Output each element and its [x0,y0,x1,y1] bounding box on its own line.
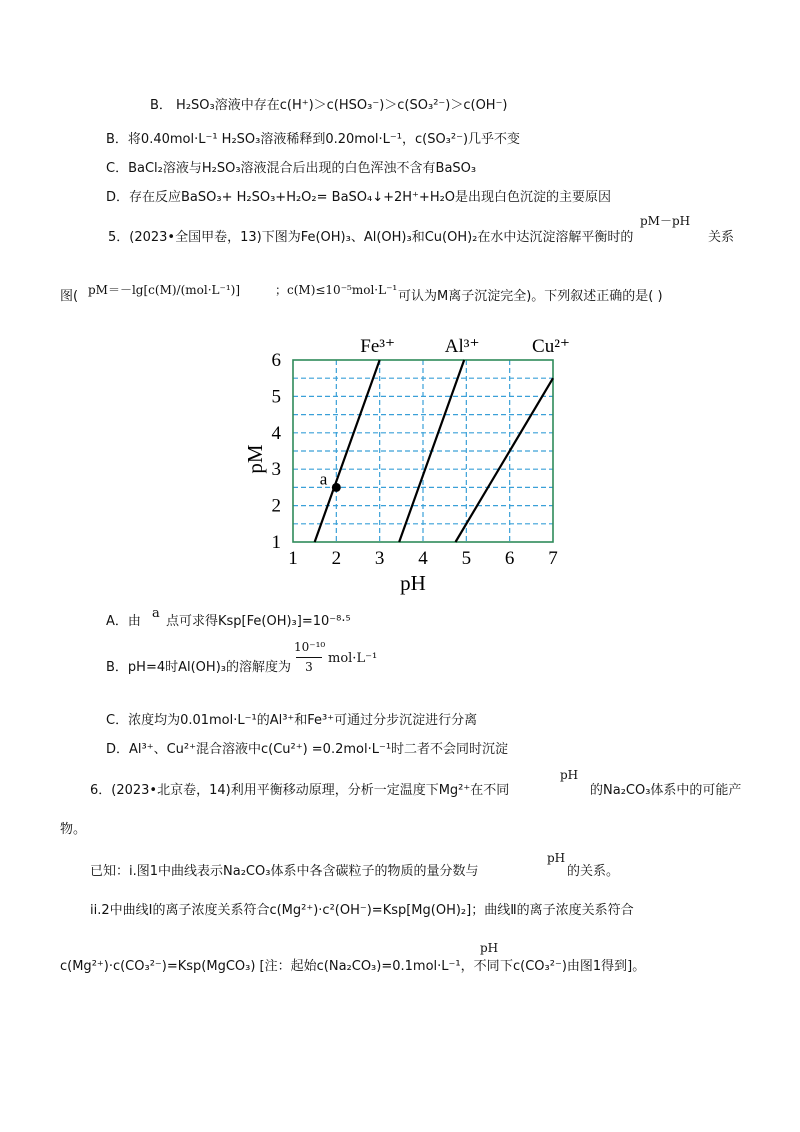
q5-option-b-numerator: 10⁻¹⁰ [294,640,326,654]
q6-known-ii: ii.2中曲线Ⅰ的离子浓度关系符合c(Mg²⁺)·c²(OH⁻)=Ksp[Mg(OH)₂]；曲线Ⅱ的离子浓度关系符合 [90,903,634,918]
q5-option-a-prefix: A．由 [106,614,141,629]
pm-ph-chart-svg [240,335,570,595]
q5-option-d: D．Al³⁺、Cu²⁺混合溶液中c(Cu²⁺) =0.2mol·L⁻¹时二者不会同时沉淀 [106,742,509,757]
q5-option-b-unit: mol·L⁻¹ [328,651,378,666]
q5-stem-complete-condition: ；c(M)≤10⁻⁵mol·L⁻¹ [275,283,398,297]
series-label: Cu²⁺ [532,336,570,357]
y-tick-label: 3 [271,459,281,481]
series-line [456,378,554,542]
q6-known-i: 已知：i.图1中曲线表示Na₂CO₃体系中各含碳粒子的物质的量分数与 [90,864,479,879]
q6-stem-line1-tail: 的Na₂CO₃体系中的可能产 [590,783,742,798]
x-axis-label: pH [400,571,426,595]
q5-stem-line1-tail: 关系 [708,230,735,245]
series-label: Fe³⁺ [360,336,396,357]
series-label: Al³⁺ [444,336,480,357]
q4-option-b-second: B．将0.40mol·L⁻¹ H₂SO₃溶液稀释到0.20mol·L⁻¹，c(SO₃²⁻)几乎不变 [106,132,521,147]
q5-stem-formula-pm-ph: pM－pH [640,214,691,228]
x-tick-label: 6 [504,548,515,569]
q5-option-a-rest: 点可求得Ksp[Fe(OH)₃]=10⁻⁸·⁵ [166,614,351,629]
q5-option-b-denominator: 3 [305,660,313,674]
annotation-point [332,483,341,492]
q5-stem-line2-tail: 可认为M离子沉淀完全)。下列叙述正确的是( ) [398,289,663,304]
q4-option-c: C．BaCl₂溶液与H₂SO₃溶液混合后出现的白色浑浊不含有BaSO₃ [106,161,477,176]
y-tick-label: 4 [271,422,281,444]
q6-known-iii-tail: 下c(CO₃²⁻)由图1得到]。 [500,959,646,974]
x-tick-label: 7 [548,548,558,569]
q4-option-b-first: B． H₂SO₃溶液中存在c(H⁺)＞c(HSO₃⁻)＞c(SO₃²⁻)＞c(OH⁻) [150,98,508,113]
q6-stem-line1: 6．(2023•北京卷，14)利用平衡移动原理，分析一定温度下Mg²⁺在不同 [90,783,510,798]
q6-stem-line2: 物。 [60,822,87,837]
x-tick-label: 3 [374,548,385,569]
q6-stem-ph: pH [560,768,579,782]
x-tick-label: 5 [461,548,472,569]
q5-option-b-prefix: B．pH=4时Al(OH)₃的溶解度为 [106,660,291,675]
q5-stem-line1: 5．(2023•全国甲卷，13)下图为Fe(OH)₃、Al(OH)₃和Cu(OH)₂在水中达沉淀溶解平衡时的 [108,230,634,245]
pm-ph-chart [240,335,570,595]
y-tick-label: 5 [271,386,281,408]
x-tick-label: 1 [288,548,298,569]
q6-known-iii: c(Mg²⁺)·c(CO₃²⁻)=Ksp(MgCO₃) [注：起始c(Na₂CO₃)=0.1mol·L⁻¹，不同 [60,959,500,974]
y-tick-label: 2 [271,495,281,517]
q5-stem-pm-definition: pM＝－lg[c(M)/(mol·L⁻¹)] [88,283,240,297]
y-tick-label: 1 [271,532,281,553]
q5-option-c: C．浓度均为0.01mol·L⁻¹的Al³⁺和Fe³⁺可通过分步沉淀进行分离 [106,713,478,728]
x-tick-label: 4 [418,548,428,569]
q6-known-i-tail: 的关系。 [567,864,620,879]
q5-stem-line2-head: 图( [60,289,79,304]
q5-option-b-fraction-bar [296,657,322,658]
q6-known-iii-ph: pH [480,941,499,955]
annotation-label: a [319,469,328,489]
q5-option-a-point: a [152,606,160,621]
x-tick-label: 2 [331,548,342,569]
q6-known-i-ph: pH [547,851,566,865]
y-tick-label: 6 [271,350,281,371]
q4-option-d: D．存在反应BaSO₃+ H₂SO₃+H₂O₂= BaSO₄↓+2H⁺+H₂O是出现白色沉淀的主要原因 [106,190,612,205]
y-axis-label: pM [243,444,267,474]
